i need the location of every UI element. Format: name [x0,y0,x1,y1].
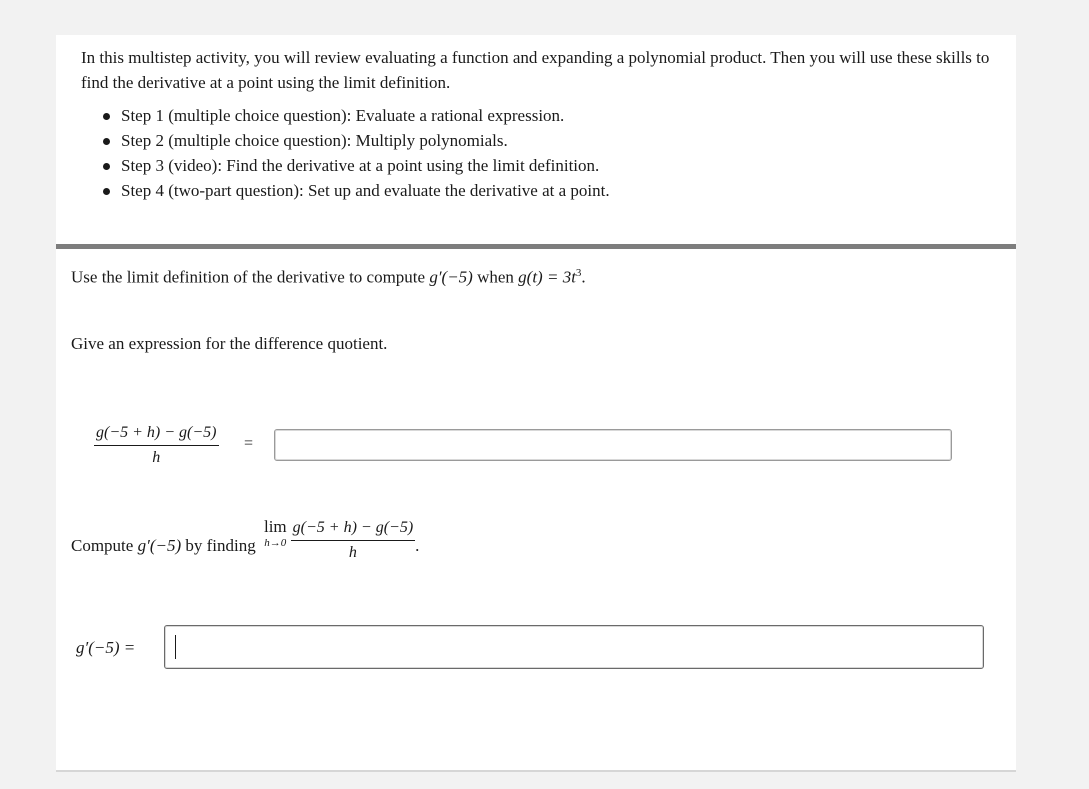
question-prompt: Use the limit definition of the derivative to compute g′(−5) when $g(t) = 3t^3$. [71,267,586,287]
limit-operator [264,519,287,551]
exponent: 3 [575,267,582,279]
section-divider [56,244,1016,249]
lim-word: lim [263,517,287,536]
difference-quotient-fraction [94,424,219,467]
lim-subscript: h→0 [264,537,287,549]
g-prime-expression: g′(−5) [429,267,473,287]
lim-numerator: g(−5 + h) − g(−5) [291,519,416,541]
part2-prompt: Compute g′(−5) by finding lim h→0 $\frac{g(-5 + h) - g(-5)}{h}$ . [71,517,420,561]
text-caret [175,635,176,659]
lim-denominator: h [348,544,357,561]
step-item: Step 3 (video): Find the derivative at a point using the limit definition. [103,153,996,178]
limit-fraction [291,519,416,562]
steps-list [81,103,996,203]
step-item: Step 4 (two-part question): Set up and evaluate the derivative at a point. [103,178,996,203]
equals-sign: = [244,435,254,452]
dq-denominator: h [152,449,161,466]
dq-numerator: g(−5 + h) − g(−5) [94,424,219,446]
step-item: Step 2 (multiple choice question): Multiply polynomials. [103,128,996,153]
step-item: Step 1 (multiple choice question): Evaluate a rational expression. [103,103,996,128]
derivative-answer-input[interactable] [164,625,984,669]
activity-card [56,35,1016,772]
difference-quotient-input[interactable] [274,429,952,461]
answer-label: g′(−5) = [76,638,136,657]
intro-section [81,45,996,203]
function-definition: g(t) = 3t [518,267,576,287]
intro-text: In this multistep activity, you will review evaluating a function and expanding a polynomial product. Then you will use these skills to find the derivative at a point using the limit definition. [81,48,990,92]
part1-label: Give an expression for the difference quotient. [71,334,388,353]
g-prime-expression: g′(−5) [137,536,182,555]
bottom-rule [56,770,1016,772]
